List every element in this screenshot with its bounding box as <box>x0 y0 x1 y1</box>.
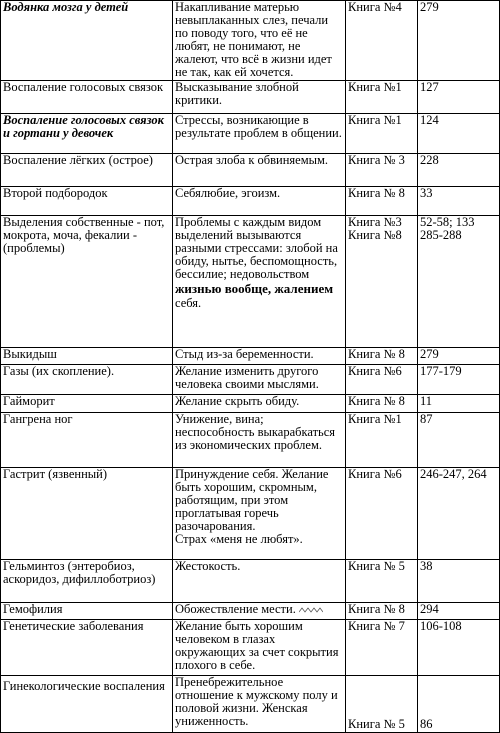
table-row <box>1 365 500 395</box>
book-cell: Книга №4 <box>346 1 418 81</box>
book-cell: Книга № 8 <box>346 187 418 216</box>
disease-cell: Выделения собственные - пот, мокрота, моча, фекалии -(проблемы) <box>1 216 173 348</box>
cause-text: Обожествление мести. <box>175 602 296 616</box>
table-row <box>1 603 500 620</box>
pages-cell: 86 <box>418 676 500 733</box>
disease-cell: Воспаление лёгких (острое) <box>1 154 173 187</box>
cause-cell <box>173 603 346 620</box>
table-row <box>1 1 500 81</box>
cause-cell: Себялюбие, эгоизм. <box>173 187 346 216</box>
pages-cell: 246-247, 264 <box>418 468 500 560</box>
book-cell: Книга № 8 <box>346 603 418 620</box>
cause-text-end: себя. <box>175 296 202 310</box>
pages-cell: 279 <box>418 1 500 81</box>
book-cell: Книга №6 <box>346 468 418 560</box>
pages-cell: 279 <box>418 348 500 365</box>
book-cell: Книга № 7 <box>346 620 418 676</box>
book-cell: Книга №1 <box>346 81 418 114</box>
pages-ref: 285-288 <box>420 228 462 242</box>
pages-cell: 33 <box>418 187 500 216</box>
disease-cell: Гемофилия <box>1 603 173 620</box>
table-row <box>1 81 500 114</box>
table-row <box>1 560 500 603</box>
cause-cell: Жестокость. <box>173 560 346 603</box>
cause-cell: Пренебрежительное отношение к мужскому полу и половой жизни. Женская униженность. <box>173 676 346 733</box>
book-cell: Книга №1 <box>346 413 418 468</box>
table-row <box>1 154 500 187</box>
pages-cell: 87 <box>418 413 500 468</box>
cause-cell <box>173 216 346 348</box>
book-cell <box>346 216 418 348</box>
cause-text: Проблемы с каждым видом выделений вызываются разными стрессами: злобой на обиду, нытье, беспомощность, бессилие; недовольством <box>175 215 338 281</box>
book-cell: Книга № 8 <box>346 395 418 413</box>
cause-cell: Желание изменить другого человека своими мыслями. <box>173 365 346 395</box>
table-row <box>1 216 500 348</box>
disease-cell: Воспаление голосовых связок и гортани у девочек <box>1 114 173 154</box>
book-ref: Книга №3 <box>348 215 402 229</box>
cause-cell: Высказывание злобной критики. <box>173 81 346 114</box>
book-cell: Книга № 5 <box>346 560 418 603</box>
table-row <box>1 413 500 468</box>
disease-cell: Выкидыш <box>1 348 173 365</box>
pages-cell: 106-108 <box>418 620 500 676</box>
pages-cell <box>418 216 500 348</box>
disease-cell: Гельминтоз (энтеробиоз, аскоридоз, дифиллоботриоз) <box>1 560 173 603</box>
wavy-mark-icon <box>299 606 323 614</box>
pages-cell: 294 <box>418 603 500 620</box>
book-ref: Книга №8 <box>348 228 402 242</box>
cause-cell: Желание быть хорошим человеком в глазах окружающих за счет сокрытия плохого в себе. <box>173 620 346 676</box>
table-row <box>1 395 500 413</box>
book-cell: Книга № 5 <box>346 676 418 733</box>
cause-cell <box>173 468 346 560</box>
pages-cell: 228 <box>418 154 500 187</box>
cause-cell: Унижение, вина; неспособность выкарабкаться из экономических проблем. <box>173 413 346 468</box>
disease-cell: Гайморит <box>1 395 173 413</box>
pages-cell: 124 <box>418 114 500 154</box>
book-cell: Книга №6 <box>346 365 418 395</box>
disease-cell: Водянка мозга у детей <box>1 1 173 81</box>
book-cell: Книга № 8 <box>346 348 418 365</box>
cause-text-end: Страх «меня не любят». <box>175 532 303 546</box>
table-row <box>1 348 500 365</box>
cause-cell: Накапливание матерью невыплаканных слез, печали по поводу того, что её не любят, не понимают, не жалеют, что всё в жизни идет не так, как ей хочется. <box>173 1 346 81</box>
disease-cell: Гангрена ног <box>1 413 173 468</box>
table-row <box>1 468 500 560</box>
table-row <box>1 187 500 216</box>
pages-cell: 11 <box>418 395 500 413</box>
disease-cell: Второй подбородок <box>1 187 173 216</box>
disease-cell: Воспаление голосовых связок <box>1 81 173 114</box>
cause-cell: Желание скрыть обиду. <box>173 395 346 413</box>
pages-cell: 38 <box>418 560 500 603</box>
pages-cell: 177-179 <box>418 365 500 395</box>
table-row <box>1 114 500 154</box>
pages-ref: 52-58; 133 <box>420 215 475 229</box>
disease-cell: Генетические заболевания <box>1 620 173 676</box>
cause-text: Принуждение себя. Желание быть хорошим, скромным, работящим, при этом проглатывая горечь разочарования. <box>175 467 329 533</box>
disease-cell: Гастрит (язвенный) <box>1 468 173 560</box>
book-cell: Книга №1 <box>346 114 418 154</box>
cause-cell: Стыд из-за беременности. <box>173 348 346 365</box>
cause-cell: Стрессы, возникающие в результате проблем в общении. <box>173 114 346 154</box>
cause-cell: Острая злоба к обвиняемым. <box>173 154 346 187</box>
book-cell: Книга № 3 <box>346 154 418 187</box>
disease-cell: Газы (их скопление). <box>1 365 173 395</box>
table-row <box>1 620 500 676</box>
cause-emphasis: жизнью вообще, жалением <box>175 281 334 296</box>
pages-cell: 127 <box>418 81 500 114</box>
disease-cell: Гинекологические воспаления <box>1 676 173 733</box>
